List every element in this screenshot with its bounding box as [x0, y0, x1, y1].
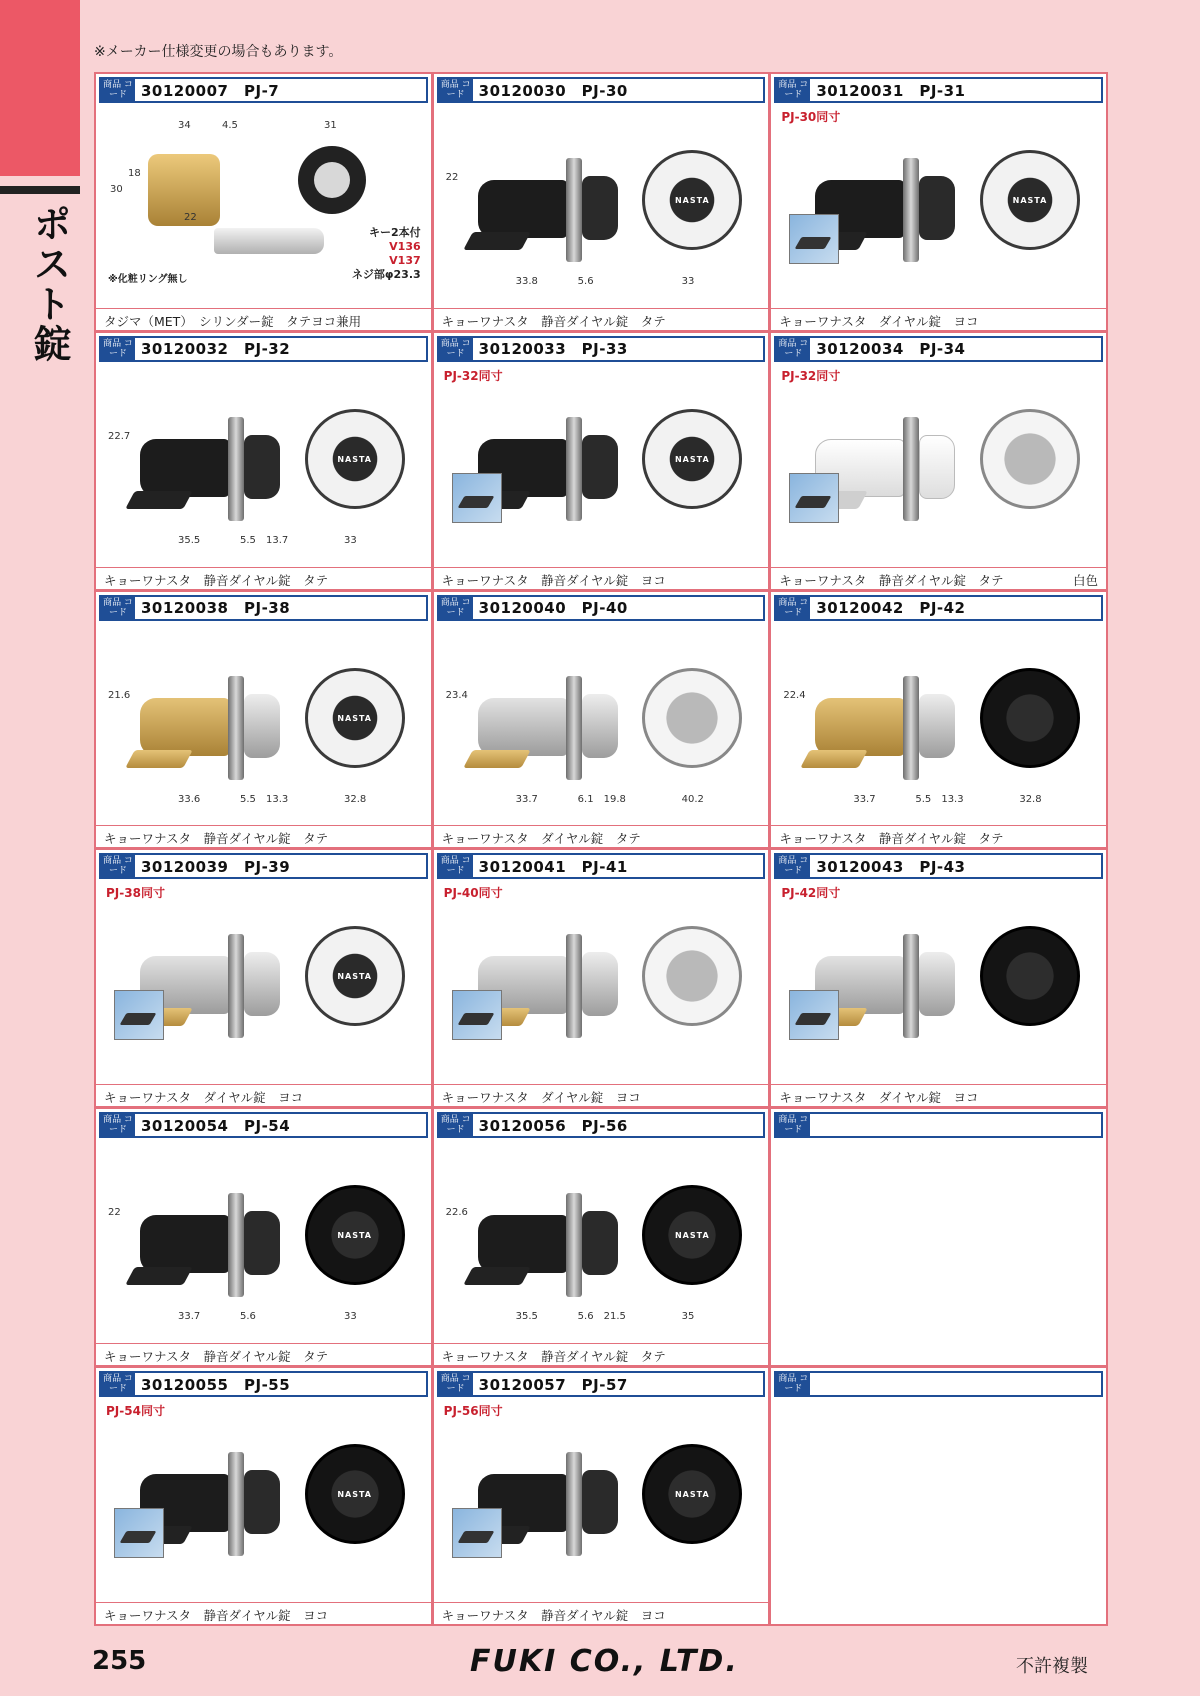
product-code-bar	[437, 77, 766, 103]
latch-detail	[120, 1531, 157, 1543]
lock-case	[478, 698, 568, 756]
product-code: 30120038 PJ-38	[141, 599, 291, 618]
product-code: 30120054 PJ-54	[141, 1116, 291, 1135]
lock-knob	[582, 952, 618, 1016]
lock-flange	[228, 1193, 244, 1297]
product-description-row	[434, 1343, 769, 1365]
product-description: キョーワナスタ 静音ダイヤル錠 タテ	[779, 572, 1004, 588]
product-illustration	[104, 373, 423, 561]
dimension-label: 5.5	[240, 793, 256, 805]
lock-body-image	[462, 1187, 622, 1307]
cylinder-face-image	[298, 146, 366, 214]
lock-flange	[228, 934, 244, 1038]
lock-knob	[244, 1470, 280, 1534]
product-illustration	[442, 890, 761, 1078]
dimension-label: 22.4	[783, 689, 806, 701]
product-code-bar	[774, 853, 1103, 879]
same-dimensions-note: PJ-32同寸	[781, 368, 841, 383]
product-card	[771, 1109, 1106, 1365]
product-code-bar	[774, 77, 1103, 103]
dimension-label: 33.7	[515, 793, 538, 805]
product-illustration	[104, 114, 423, 302]
dial-face-image	[305, 926, 405, 1026]
product-illustration	[104, 1408, 423, 1596]
dimension-label: 22.6	[445, 1207, 468, 1219]
same-dimensions-note: PJ-32同寸	[443, 368, 503, 383]
latch-detail	[795, 237, 832, 249]
product-description: キョーワナスタ 静音ダイヤル錠 タテ	[441, 313, 666, 329]
dimension-label: 33.7	[853, 793, 876, 805]
lock-latch	[801, 750, 869, 768]
product-code: 30120007 PJ-7	[141, 81, 280, 100]
lock-flange	[228, 676, 244, 780]
product-code: 30120032 PJ-32	[141, 340, 291, 359]
product-illustration	[779, 373, 1098, 561]
dimension-label: 33	[681, 276, 695, 287]
dimension-label: 5.6	[240, 1311, 256, 1323]
product-description-row	[434, 308, 769, 330]
dial-brand: NASTA	[337, 1231, 372, 1241]
lock-case	[140, 439, 230, 497]
lock-knob	[582, 1470, 618, 1534]
product-code: 30120040 PJ-40	[478, 599, 628, 618]
product-card	[434, 1109, 769, 1365]
product-illustration	[442, 632, 761, 820]
product-illustration	[442, 1408, 761, 1596]
product-illustration	[779, 890, 1098, 1078]
product-description: キョーワナスタ 静音ダイヤル錠 タテ	[779, 831, 1004, 847]
product-description-row	[96, 1084, 431, 1106]
product-code: 30120039 PJ-39	[141, 857, 291, 876]
product-description-row	[771, 825, 1106, 847]
product-code: 30120055 PJ-55	[141, 1375, 291, 1394]
product-code: 30120033 PJ-33	[478, 340, 628, 359]
product-description-row	[96, 308, 431, 330]
product-illustration	[442, 1149, 761, 1337]
product-code-badge: 商品 コード	[101, 855, 135, 877]
product-code: 30120057 PJ-57	[478, 1375, 628, 1394]
product-code: 30120030 PJ-30	[478, 81, 628, 100]
key-image	[214, 228, 324, 254]
dimension-label: 6.1	[577, 793, 594, 805]
latch-detail	[795, 496, 832, 508]
copyright-notice: 不許複製	[1016, 1656, 1088, 1677]
product-card	[771, 1368, 1106, 1624]
product-description-row	[434, 825, 769, 847]
page-number: 255	[92, 1646, 147, 1676]
key-notes	[352, 226, 421, 282]
product-code-badge: 商品 コード	[101, 79, 135, 101]
product-card	[434, 1368, 769, 1624]
dimension-label: 33.6	[178, 793, 201, 805]
lock-body-image	[124, 411, 284, 531]
lock-knob	[582, 435, 618, 499]
dimension-label: 13.3	[266, 793, 289, 805]
product-code-bar	[99, 595, 428, 621]
dimension-label: 35.5	[515, 1311, 538, 1323]
product-code-badge: 商品 コード	[776, 1373, 810, 1395]
product-code-badge: 商品 コード	[776, 597, 810, 619]
product-code-bar	[99, 1371, 428, 1397]
key-number: V136	[389, 240, 421, 253]
product-description-row	[96, 567, 431, 589]
dimension-label: 31	[324, 120, 337, 131]
company-name: FUKI CO., LTD.	[470, 1644, 739, 1679]
dimension-label: 32.8	[1019, 793, 1042, 805]
dimension-label: 19.8	[603, 793, 626, 805]
product-code-badge: 商品 コード	[439, 1373, 473, 1395]
dimension-label: 35.5	[178, 534, 201, 546]
product-code-bar	[774, 1371, 1103, 1397]
dial-face-image	[642, 150, 742, 250]
latch-detail-inset	[452, 990, 502, 1040]
spec-change-notice: ※メーカー仕様変更の場合もあります。	[94, 44, 343, 60]
dimension-label: 40.2	[681, 793, 704, 805]
dial-brand: NASTA	[337, 454, 372, 464]
same-dimensions-note: PJ-30同寸	[781, 110, 841, 124]
dimension-label: 5.6	[577, 276, 594, 287]
product-description-row	[434, 567, 769, 589]
lock-flange	[228, 417, 244, 521]
lock-flange	[566, 1193, 582, 1297]
product-code-badge: 商品 コード	[439, 1114, 473, 1136]
latch-detail	[457, 496, 494, 508]
product-card	[434, 850, 769, 1106]
dial-face-image	[642, 1185, 742, 1285]
product-code: 30120056 PJ-56	[478, 1116, 628, 1135]
product-card	[434, 592, 769, 848]
dial-brand: NASTA	[674, 454, 710, 464]
product-description-row	[96, 1343, 431, 1365]
latch-detail	[457, 1531, 494, 1543]
dimension-label: 23.4	[445, 689, 468, 701]
dial-face-image	[642, 926, 742, 1026]
product-description: キョーワナスタ 静音ダイヤル錠 タテ	[441, 1349, 666, 1365]
product-description: キョーワナスタ ダイヤル錠 ヨコ	[104, 1090, 304, 1106]
product-code: 30120041 PJ-41	[478, 857, 628, 876]
product-description: キョーワナスタ 静音ダイヤル錠 タテ	[104, 1349, 329, 1365]
no-ring-note: ※化粧リング無し	[108, 274, 188, 285]
latch-detail-inset	[452, 1508, 502, 1558]
lock-latch	[463, 750, 531, 768]
lock-case	[815, 698, 905, 756]
lock-flange	[566, 934, 582, 1038]
lock-latch	[125, 491, 193, 509]
product-code: 30120042 PJ-42	[816, 599, 966, 618]
lock-body-image	[462, 152, 622, 272]
dial-face-image	[642, 409, 742, 509]
lock-knob	[244, 694, 280, 758]
product-card	[771, 592, 1106, 848]
product-description-row	[96, 1602, 431, 1624]
dial-face-image	[980, 668, 1080, 768]
product-code-bar	[99, 1112, 428, 1138]
dimension-label: 34	[178, 120, 191, 131]
dimension-label: 35	[681, 1311, 695, 1323]
product-description: キョーワナスタ ダイヤル錠 ヨコ	[779, 1090, 979, 1106]
dimension-label: 21.5	[603, 1311, 626, 1323]
product-code-bar	[99, 336, 428, 362]
product-code-badge: 商品 コード	[776, 79, 810, 101]
product-illustration	[104, 632, 423, 820]
lock-latch	[463, 232, 531, 250]
dimension-label: 5.6	[577, 1311, 594, 1323]
lock-body-image	[462, 670, 622, 790]
product-code-badge: 商品 コード	[439, 855, 473, 877]
product-illustration	[779, 114, 1098, 302]
product-illustration	[104, 1149, 423, 1337]
lock-flange	[903, 158, 919, 262]
lock-flange	[566, 158, 582, 262]
dimension-label: 13.7	[266, 534, 289, 546]
product-description-row	[771, 308, 1106, 330]
color-note: 白色	[1072, 572, 1098, 588]
product-code: 30120043 PJ-43	[816, 857, 966, 876]
product-card	[771, 850, 1106, 1106]
product-description: タジマ（MET） シリンダー錠 タテヨコ兼用	[104, 313, 362, 329]
product-code-badge: 商品 コード	[101, 597, 135, 619]
same-dimensions-note: PJ-40同寸	[443, 886, 503, 901]
product-illustration	[104, 890, 423, 1078]
product-code-badge: 商品 コード	[101, 1114, 135, 1136]
lock-body-image	[799, 670, 959, 790]
dimension-label: 33.8	[515, 276, 538, 287]
latch-detail	[457, 1013, 494, 1025]
product-description-row	[771, 1084, 1106, 1106]
product-code: 30120031 PJ-31	[816, 81, 966, 100]
dimension-label: 32.8	[344, 793, 367, 805]
product-card	[96, 592, 431, 848]
product-card	[771, 333, 1106, 589]
lock-knob	[919, 694, 955, 758]
lock-flange	[228, 1452, 244, 1556]
product-code-bar	[774, 595, 1103, 621]
product-code-badge: 商品 コード	[101, 1373, 135, 1395]
dimension-label: 33.7	[178, 1311, 201, 1323]
lock-flange	[566, 1452, 582, 1556]
lock-latch	[125, 750, 193, 768]
same-dimensions-note: PJ-42同寸	[781, 886, 841, 901]
dial-brand: NASTA	[337, 1490, 372, 1500]
same-dimensions-note: PJ-38同寸	[106, 886, 165, 901]
lock-knob	[919, 435, 955, 499]
product-card	[434, 333, 769, 589]
product-card	[96, 333, 431, 589]
product-description: キョーワナスタ ダイヤル錠 タテ	[441, 831, 641, 847]
dimension-label: 30	[110, 184, 123, 195]
product-code-badge: 商品 コード	[439, 79, 473, 101]
product-code-bar	[437, 1371, 766, 1397]
key-count: キー2本付	[369, 226, 421, 239]
dimension-label: 5.5	[915, 793, 932, 805]
latch-detail-inset	[114, 990, 164, 1040]
lock-knob	[582, 1211, 618, 1275]
side-accent-bar	[0, 186, 80, 194]
latch-detail-inset	[789, 473, 839, 523]
product-card	[434, 74, 769, 330]
dial-face-image	[980, 150, 1080, 250]
product-code-badge: 商品 コード	[776, 855, 810, 877]
lock-knob	[244, 1211, 280, 1275]
same-dimensions-note: PJ-56同寸	[443, 1404, 503, 1419]
product-code: 30120034 PJ-34	[816, 340, 966, 359]
lock-body-image	[124, 1187, 284, 1307]
latch-detail-inset	[452, 473, 502, 523]
lock-case	[140, 698, 230, 756]
dimension-label: 22.7	[108, 430, 131, 442]
dimension-label: 4.5	[222, 120, 238, 131]
product-code-bar	[437, 336, 766, 362]
lock-case	[478, 180, 568, 238]
product-description: キョーワナスタ 静音ダイヤル錠 ヨコ	[441, 572, 666, 588]
side-accent-block	[0, 0, 80, 176]
product-illustration	[442, 114, 761, 302]
lock-flange	[566, 417, 582, 521]
dimension-label: 5.5	[240, 534, 256, 546]
product-grid	[94, 72, 1108, 1626]
product-code-bar	[774, 1112, 1103, 1138]
lock-flange	[903, 417, 919, 521]
product-description: キョーワナスタ 静音ダイヤル錠 ヨコ	[441, 1607, 666, 1623]
product-card	[771, 74, 1106, 330]
product-illustration	[442, 373, 761, 561]
lock-flange	[566, 676, 582, 780]
product-description: キョーワナスタ 静音ダイヤル錠 タテ	[104, 572, 329, 588]
product-code-badge: 商品 コード	[439, 597, 473, 619]
product-card	[96, 1109, 431, 1365]
lock-latch	[125, 1267, 193, 1285]
lock-case	[478, 1215, 568, 1273]
product-description: キョーワナスタ 静音ダイヤル錠 ヨコ	[104, 1607, 329, 1623]
dial-face-image	[305, 409, 405, 509]
thread-size: ネジ部φ23.3	[351, 268, 421, 281]
dimension-label: 33	[344, 1311, 357, 1323]
side-title: ポスト錠	[27, 204, 71, 364]
product-code-bar	[774, 336, 1103, 362]
product-code-badge: 商品 コード	[776, 338, 810, 360]
dimension-label: 18	[128, 168, 141, 179]
latch-detail-inset	[789, 990, 839, 1040]
latch-detail	[120, 1013, 157, 1025]
product-code-bar	[99, 77, 428, 103]
dial-face-image	[305, 668, 405, 768]
product-description-row	[434, 1602, 769, 1624]
product-code-bar	[437, 1112, 766, 1138]
product-illustration	[779, 632, 1098, 820]
product-code-badge: 商品 コード	[101, 338, 135, 360]
lock-knob	[919, 952, 955, 1016]
dial-brand: NASTA	[337, 972, 372, 982]
same-dimensions-note: PJ-54同寸	[106, 1404, 165, 1419]
lock-knob	[244, 952, 280, 1016]
lock-knob	[919, 176, 955, 240]
dial-brand: NASTA	[1012, 196, 1048, 205]
dial-face-image	[305, 1185, 405, 1285]
lock-case	[140, 1215, 230, 1273]
product-card	[96, 74, 431, 330]
dimension-label: 21.6	[108, 689, 131, 701]
product-description: キョーワナスタ 静音ダイヤル錠 タテ	[104, 831, 329, 847]
dial-face-image	[642, 1444, 742, 1544]
dial-face-image	[642, 668, 742, 768]
product-code-badge: 商品 コード	[439, 338, 473, 360]
dial-brand: NASTA	[674, 1231, 710, 1241]
dial-brand: NASTA	[674, 196, 710, 205]
dimension-label: 13.3	[941, 793, 964, 805]
product-description: キョーワナスタ ダイヤル錠 ヨコ	[441, 1090, 641, 1106]
lock-body-image	[124, 670, 284, 790]
lock-flange	[903, 934, 919, 1038]
product-code-badge: 商品 コード	[776, 1114, 810, 1136]
dimension-label: 22	[108, 1207, 121, 1219]
dial-brand: NASTA	[337, 713, 372, 723]
dial-face-image	[305, 1444, 405, 1544]
dial-brand: NASTA	[674, 1490, 710, 1500]
key-number: V137	[389, 254, 421, 267]
dimension-label: 22	[184, 212, 197, 223]
dial-face-image	[980, 409, 1080, 509]
product-card	[96, 1368, 431, 1624]
product-description-row	[434, 1084, 769, 1106]
lock-knob	[582, 176, 618, 240]
dimension-label: 33	[344, 534, 357, 546]
product-code-bar	[437, 595, 766, 621]
dial-face-image	[980, 926, 1080, 1026]
product-code-bar	[437, 853, 766, 879]
latch-detail-inset	[789, 214, 839, 264]
dimension-label: 22	[445, 172, 459, 183]
latch-detail	[795, 1013, 832, 1025]
lock-knob	[244, 435, 280, 499]
product-card	[96, 850, 431, 1106]
latch-detail-inset	[114, 1508, 164, 1558]
lock-latch	[463, 1267, 531, 1285]
lock-flange	[903, 676, 919, 780]
product-description-row	[96, 825, 431, 847]
lock-knob	[582, 694, 618, 758]
product-description: キョーワナスタ ダイヤル錠 ヨコ	[779, 313, 979, 329]
product-description-row	[771, 567, 1106, 589]
product-code-bar	[99, 853, 428, 879]
